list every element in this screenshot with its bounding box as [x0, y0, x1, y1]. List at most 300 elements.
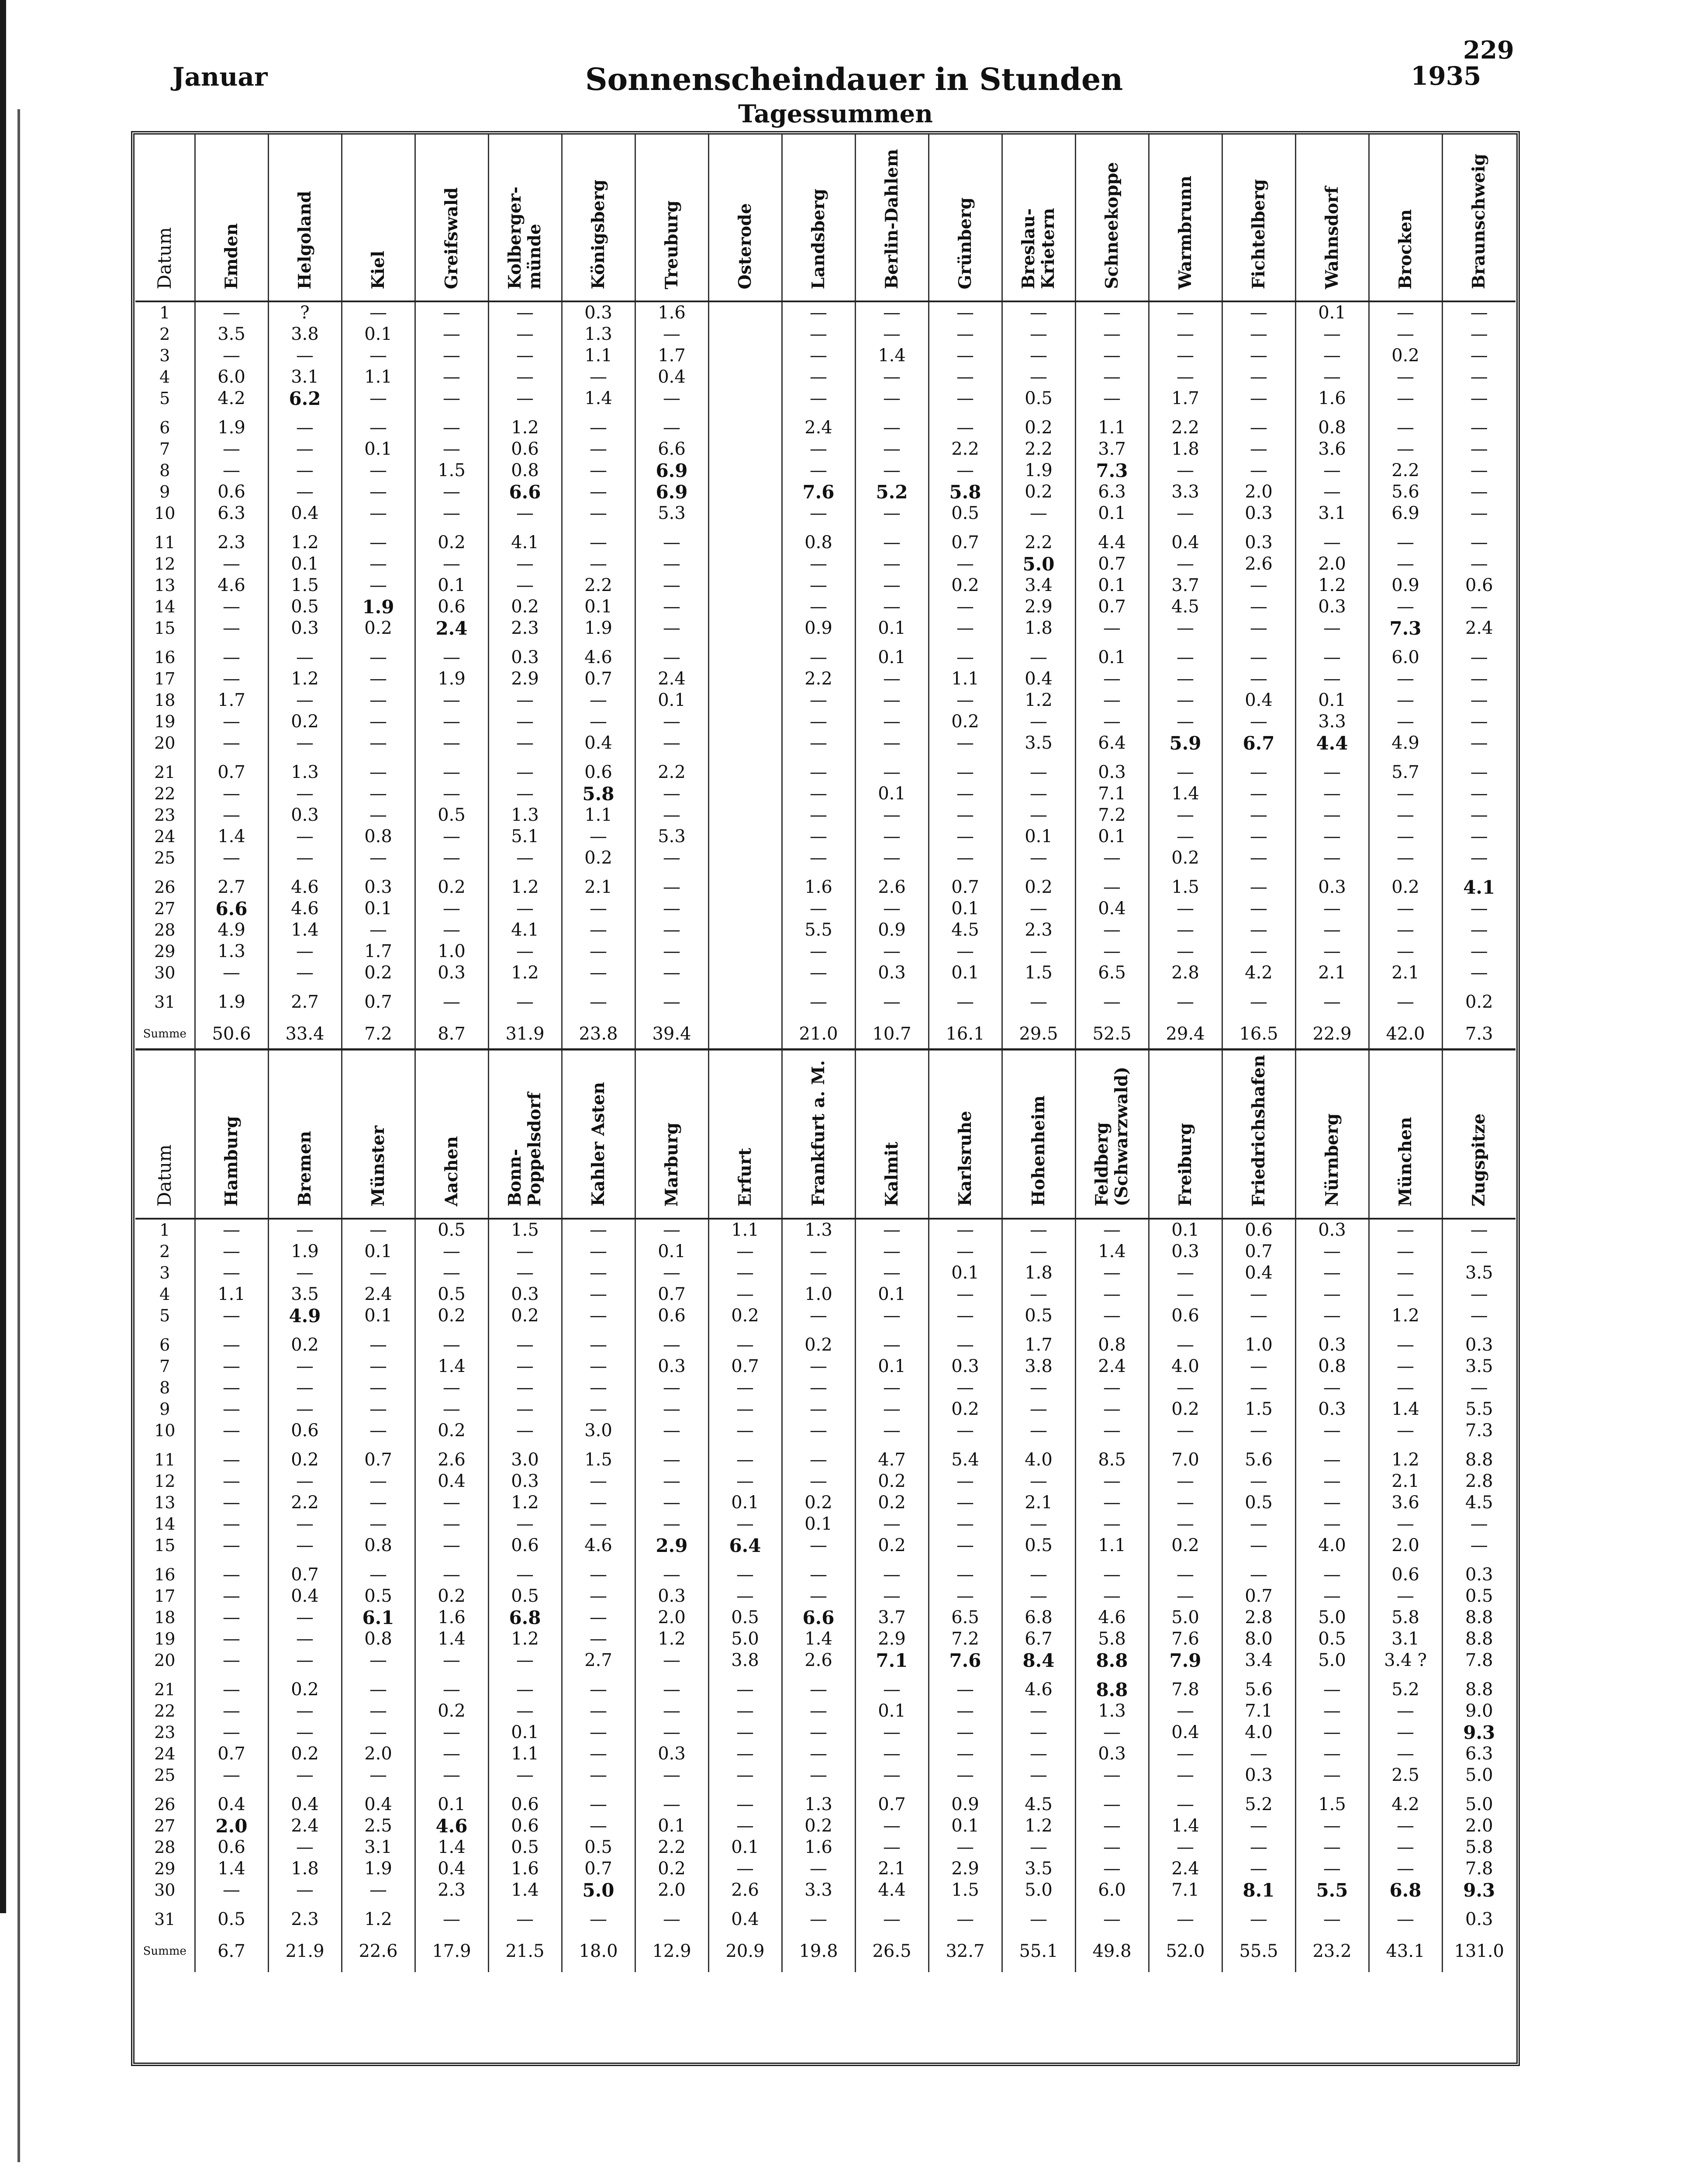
monthly-sum: 21.0	[782, 1013, 855, 1055]
sunshine-value: 0.3	[635, 1743, 708, 1765]
sunshine-value: —	[1470, 597, 1488, 617]
sunshine-value: —	[782, 575, 855, 596]
sunshine-value: 0.1	[1075, 575, 1149, 596]
sunshine-value: —	[782, 1441, 855, 1471]
sunshine-value: —	[1149, 1514, 1222, 1535]
sunshine-value: —	[415, 711, 488, 733]
sunshine-value: 4.9	[1369, 733, 1442, 754]
sunshine-value: —	[1222, 711, 1295, 733]
sunshine-value: —	[1075, 668, 1149, 690]
sunshine-value: —	[929, 1492, 1002, 1514]
sunshine-value: 0.3	[1075, 1743, 1149, 1765]
sunshine-value: 1.5	[488, 1219, 562, 1241]
sunshine-value: 0.7	[855, 1786, 929, 1815]
sunshine-value: —	[1295, 1492, 1369, 1514]
day-number: 11	[135, 1441, 195, 1471]
sunshine-value: —	[1075, 711, 1149, 733]
sunshine-value: —	[929, 1743, 1002, 1765]
sunshine-value: 2.2	[782, 668, 855, 690]
sunshine-value: 1.7	[342, 941, 415, 962]
sunshine-value: 0.1	[855, 639, 929, 668]
table-row	[135, 553, 1515, 575]
sunshine-value: —	[1149, 1556, 1222, 1586]
sunshine-value: 9.3	[1463, 1880, 1495, 1901]
sunshine-value: 0.1	[1295, 690, 1369, 711]
sunshine-value: —	[1369, 1837, 1442, 1858]
station-header	[1002, 135, 1075, 301]
sunshine-value: 0.1	[415, 1786, 488, 1815]
sunshine-value: —	[1075, 301, 1149, 324]
day-number: 25	[135, 847, 195, 869]
sunshine-value: —	[1149, 1901, 1222, 1930]
sunshine-value	[708, 345, 782, 366]
sunshine-value: 0.4	[1222, 1262, 1295, 1284]
monthly-sum: 19.8	[782, 1930, 855, 1972]
sunshine-value: —	[562, 1399, 635, 1420]
sunshine-value: —	[1222, 783, 1295, 805]
sunshine-value: —	[562, 1471, 635, 1492]
sunshine-value: —	[342, 524, 415, 553]
sunshine-value: —	[415, 639, 488, 668]
day-number: 1	[135, 301, 195, 324]
sunshine-value: —	[562, 1722, 635, 1743]
sunshine-value: —	[342, 919, 415, 941]
sunshine-value: —	[1295, 366, 1369, 388]
sunshine-value: 0.3	[855, 962, 929, 984]
sunshine-value: 0.9	[855, 919, 929, 941]
sunshine-value: 1.1	[562, 805, 635, 826]
sunshine-value: —	[1222, 439, 1295, 460]
sunshine-value: 0.5	[562, 1837, 635, 1858]
sunshine-value: —	[1222, 639, 1295, 668]
sunshine-value: —	[1295, 1700, 1369, 1722]
sunshine-value: 0.4	[1002, 668, 1075, 690]
day-number: 31	[135, 984, 195, 1013]
sunshine-value	[708, 575, 782, 596]
sunshine-value: 1.9	[342, 1858, 415, 1880]
day-number: 7	[135, 1356, 195, 1377]
sunshine-value: —	[342, 754, 415, 783]
sunshine-value: 6.9	[1369, 503, 1442, 524]
sunshine-value: —	[1075, 366, 1149, 388]
sunshine-value: 3.6	[1369, 1492, 1442, 1514]
sunshine-value: —	[855, 366, 929, 388]
sunshine-value: 2.4	[635, 668, 708, 690]
sunshine-value: —	[635, 409, 708, 439]
day-number: 11	[135, 524, 195, 553]
day-number: 30	[135, 1880, 195, 1901]
sunshine-value: —	[1149, 301, 1222, 324]
sunshine-value: 2.0	[635, 1607, 708, 1628]
sunshine-value: 2.2	[1149, 409, 1222, 439]
sunshine-value: —	[929, 1556, 1002, 1586]
sunshine-value: 8.8	[1075, 1671, 1149, 1700]
sunshine-value: 4.1	[488, 919, 562, 941]
sunshine-value: —	[415, 1743, 488, 1765]
sunshine-value: 0.2	[635, 1858, 708, 1880]
sunshine-value: —	[635, 1420, 708, 1441]
sunshine-value: —	[1149, 460, 1222, 481]
sunshine-value: —	[562, 1327, 635, 1356]
sunshine-value: —	[562, 1628, 635, 1650]
station-header	[415, 135, 488, 301]
monthly-sum: 29.4	[1149, 1013, 1222, 1055]
sunshine-value: 1.1	[708, 1219, 782, 1241]
sunshine-value: —	[782, 1262, 855, 1284]
station-header	[929, 1052, 1002, 1219]
sunshine-value: —	[1470, 712, 1488, 732]
station-header	[1075, 1052, 1149, 1219]
sunshine-value: —	[1295, 460, 1369, 481]
sunshine-value: —	[195, 1492, 268, 1514]
sunshine-value: —	[929, 847, 1002, 869]
sunshine-value: —	[1075, 324, 1149, 345]
table-row	[135, 1743, 1515, 1765]
sunshine-value: 6.3	[195, 503, 268, 524]
sunshine-value: 0.1	[708, 1492, 782, 1514]
sunshine-value: —	[1470, 669, 1488, 689]
sunshine-value: —	[1295, 1765, 1369, 1786]
sunshine-value: —	[708, 1765, 782, 1786]
station-name: Braunschweig	[1469, 153, 1489, 289]
sunshine-value: 3.6	[1295, 439, 1369, 460]
station-name: Fichtelberg	[1248, 179, 1269, 289]
table-row	[135, 324, 1515, 345]
sunshine-value: 1.7	[1149, 388, 1222, 409]
sunshine-value: —	[195, 668, 268, 690]
sunshine-value: 2.6	[708, 1880, 782, 1901]
sunshine-value: —	[342, 1722, 415, 1743]
sunshine-value: —	[268, 1262, 342, 1284]
monthly-sum: 26.5	[855, 1930, 929, 1972]
sunshine-value: —	[562, 481, 635, 503]
sunshine-value: 4.9	[195, 919, 268, 941]
sunshine-value: —	[415, 847, 488, 869]
sunshine-value: —	[855, 898, 929, 919]
sunshine-value: 2.2	[1002, 524, 1075, 553]
sunshine-value: —	[782, 345, 855, 366]
sunshine-value: —	[268, 481, 342, 503]
table-row	[135, 1535, 1515, 1556]
sunshine-value: 8.1	[1222, 1880, 1295, 1901]
sunshine-value: 6.9	[635, 481, 708, 503]
sunshine-value: —	[195, 1420, 268, 1441]
sunshine-value: 0.2	[1369, 869, 1442, 898]
sunshine-value: 0.1	[929, 898, 1002, 919]
sunshine-value: —	[1369, 1356, 1442, 1377]
sunshine-value: 9.0	[1465, 1701, 1493, 1721]
sunshine-value: 2.4	[268, 1815, 342, 1837]
station-name: Greifswald	[441, 187, 462, 289]
sunshine-value: 2.2	[562, 575, 635, 596]
sunshine-value: —	[268, 847, 342, 869]
sunshine-value: 2.4	[415, 618, 488, 639]
day-number: 19	[135, 711, 195, 733]
sunshine-value: 8.8	[1075, 1650, 1149, 1671]
sunshine-value: —	[1295, 1743, 1369, 1765]
table-row	[135, 1471, 1515, 1492]
monthly-sum: 43.1	[1369, 1930, 1442, 1972]
sunshine-value: 6.0	[1369, 639, 1442, 668]
sunshine-value: —	[342, 460, 415, 481]
sunshine-value	[708, 898, 782, 919]
sunshine-value: 3.8	[1002, 1356, 1075, 1377]
sunshine-value: —	[195, 1305, 268, 1327]
sunshine-value: 5.0	[1149, 1607, 1222, 1628]
sunshine-value: —	[782, 805, 855, 826]
sunshine-value: —	[929, 805, 1002, 826]
station-header	[635, 135, 708, 301]
sunshine-value: —	[488, 1262, 562, 1284]
sunshine-value: —	[855, 1377, 929, 1399]
sunshine-value: 7.1	[1149, 1880, 1222, 1901]
sunshine-value: 0.4	[1075, 898, 1149, 919]
station-name: Karlsruhe	[955, 1111, 975, 1206]
sunshine-value: —	[855, 754, 929, 783]
sunshine-value: —	[562, 439, 635, 460]
sunshine-value	[708, 460, 782, 481]
sunshine-value: —	[1369, 301, 1442, 324]
sunshine-value: 0.5	[195, 1901, 268, 1930]
sunshine-value: 2.7	[562, 1650, 635, 1671]
sunshine-value: 0.1	[342, 898, 415, 919]
sunshine-value: 6.8	[488, 1607, 562, 1628]
day-number: 1	[135, 1219, 195, 1241]
sunshine-value: —	[415, 1399, 488, 1420]
sunshine-value: —	[342, 1700, 415, 1722]
station-name: Landsberg	[808, 188, 829, 289]
sunshine-value: 2.0	[635, 1880, 708, 1901]
sunshine-value: —	[488, 301, 562, 324]
sunshine-value: —	[195, 1327, 268, 1356]
station-name: Münster	[368, 1125, 388, 1206]
sunshine-value	[708, 941, 782, 962]
day-number: 6	[135, 1327, 195, 1356]
sunshine-value: 0.3	[1075, 754, 1149, 783]
sunshine-value: —	[488, 1514, 562, 1535]
sunshine-value: 0.1	[855, 1700, 929, 1722]
sunshine-value: 5.0	[1465, 1794, 1493, 1814]
day-number: 27	[135, 1815, 195, 1837]
sunshine-value: —	[929, 754, 1002, 783]
sunshine-value: —	[1295, 941, 1369, 962]
table-row	[135, 1556, 1515, 1586]
monthly-sum: 23.2	[1295, 1930, 1369, 1972]
sunshine-value: 1.4	[562, 388, 635, 409]
sunshine-value: 4.2	[1369, 1786, 1442, 1815]
table-row	[135, 481, 1515, 503]
sunshine-value: 0.2	[415, 524, 488, 553]
sunshine-value: —	[415, 324, 488, 345]
sunshine-value: 3.7	[1149, 575, 1222, 596]
sunshine-value: 1.9	[195, 409, 268, 439]
sunshine-value: —	[1470, 367, 1488, 387]
station-header	[1222, 1052, 1295, 1219]
sunshine-value: —	[708, 1327, 782, 1356]
sunshine-value: —	[415, 409, 488, 439]
sunshine-value: 0.1	[635, 690, 708, 711]
sunshine-value: —	[1002, 1241, 1075, 1262]
sunshine-value: —	[195, 733, 268, 754]
sunshine-value: 0.6	[488, 1535, 562, 1556]
sunshine-value: —	[1470, 460, 1488, 480]
sunshine-value: —	[1369, 1858, 1442, 1880]
sunshine-value: —	[268, 1765, 342, 1786]
sunshine-value: —	[415, 733, 488, 754]
sunshine-value: 9.3	[1463, 1722, 1495, 1743]
sunshine-value: 0.5	[1465, 1586, 1493, 1606]
sunshine-value: 0.6	[195, 1837, 268, 1858]
sunshine-value: —	[562, 1671, 635, 1700]
sunshine-value: —	[855, 460, 929, 481]
sunshine-value: —	[1075, 984, 1149, 1013]
sunshine-value: —	[635, 1700, 708, 1722]
sunshine-value: —	[1222, 1556, 1295, 1586]
sunshine-value: —	[1002, 1901, 1075, 1930]
sunshine-value: 2.9	[488, 668, 562, 690]
sunshine-value: 2.3	[195, 524, 268, 553]
sunshine-value: —	[195, 460, 268, 481]
table-row	[135, 1628, 1515, 1650]
day-number: 12	[135, 1471, 195, 1492]
sunshine-value: —	[415, 366, 488, 388]
sunshine-value: 0.1	[855, 618, 929, 639]
sunshine-value: —	[1470, 898, 1488, 919]
station-name: Friedrichshafen	[1248, 1054, 1269, 1206]
day-number: 8	[135, 1377, 195, 1399]
table-row	[135, 1586, 1515, 1607]
sunshine-value: —	[342, 1219, 415, 1241]
monthly-sum: 12.9	[635, 1930, 708, 1972]
sunshine-value: 1.6	[1295, 388, 1369, 409]
station-header	[1075, 135, 1149, 301]
sunshine-value: —	[929, 366, 1002, 388]
sunshine-value: —	[782, 1535, 855, 1556]
sunshine-value: —	[855, 1305, 929, 1327]
sunshine-value: 6.0	[1075, 1880, 1149, 1901]
sunshine-value: —	[488, 754, 562, 783]
sunshine-value: —	[1369, 826, 1442, 847]
sunshine-value: —	[929, 1535, 1002, 1556]
table-row	[135, 826, 1515, 847]
sunshine-value: 0.2	[929, 711, 1002, 733]
sunshine-value: 6.6	[195, 898, 268, 919]
sunshine-value: —	[782, 941, 855, 962]
sunshine-value: —	[782, 690, 855, 711]
sunshine-value: —	[488, 324, 562, 345]
sunshine-value: —	[1222, 1858, 1295, 1880]
sunshine-value: —	[268, 941, 342, 962]
sunshine-value: —	[1222, 1901, 1295, 1930]
sunshine-value: —	[929, 1284, 1002, 1305]
sunshine-value: —	[1470, 439, 1488, 459]
sunshine-value: 0.6	[1222, 1219, 1295, 1241]
sunshine-value: 4.5	[1149, 596, 1222, 618]
sunshine-value: 3.5	[1002, 733, 1075, 754]
sunshine-value: 3.1	[1295, 503, 1369, 524]
sunshine-value: —	[1369, 596, 1442, 618]
sunshine-value: 1.3	[268, 754, 342, 783]
sunshine-value: —	[268, 1356, 342, 1377]
sunshine-value: 4.0	[1222, 1722, 1295, 1743]
sunshine-value	[708, 711, 782, 733]
station-name: München	[1395, 1116, 1415, 1206]
sunshine-value: 7.3	[1369, 618, 1442, 639]
day-number: 27	[135, 898, 195, 919]
sunshine-value: 3.4	[1002, 575, 1075, 596]
sunshine-value: 2.2	[1002, 439, 1075, 460]
sunshine-value: —	[1295, 826, 1369, 847]
station-header	[782, 1052, 855, 1219]
sunshine-value: 0.9	[1369, 575, 1442, 596]
sunshine-value: —	[855, 711, 929, 733]
sunshine-value	[708, 439, 782, 460]
sunshine-value: —	[635, 1441, 708, 1471]
sunshine-value: 4.6	[415, 1815, 488, 1837]
sunshine-value: 4.4	[855, 1880, 929, 1901]
station-name: Kiel	[368, 250, 388, 289]
sunshine-value: 0.4	[342, 1786, 415, 1815]
sunshine-value: 2.9	[1002, 596, 1075, 618]
sunshine-value: —	[1002, 1556, 1075, 1586]
sunshine-value: —	[562, 919, 635, 941]
sunshine-value: —	[1295, 668, 1369, 690]
sunshine-value: —	[929, 1671, 1002, 1700]
sunshine-value: —	[929, 639, 1002, 668]
sunshine-value: 2.1	[1295, 962, 1369, 984]
sunshine-value: 0.2	[415, 1420, 488, 1441]
sunshine-value: —	[195, 1607, 268, 1628]
sunshine-value: 1.2	[1002, 1815, 1075, 1837]
sunshine-value: —	[562, 503, 635, 524]
sunshine-value: —	[1149, 1492, 1222, 1514]
sunshine-value: —	[415, 481, 488, 503]
sunshine-value: —	[1149, 711, 1222, 733]
sunshine-value: —	[855, 1514, 929, 1535]
station-header	[1442, 135, 1515, 301]
sunshine-value: —	[415, 984, 488, 1013]
sunshine-value: —	[268, 1628, 342, 1650]
sunshine-value: 3.1	[268, 366, 342, 388]
sunshine-value: 0.3	[1465, 1909, 1493, 1929]
sunshine-value: —	[1470, 532, 1488, 553]
sunshine-value: —	[488, 1901, 562, 1930]
sunshine-value: —	[342, 1471, 415, 1492]
sunshine-value: —	[1295, 783, 1369, 805]
sunshine-value: —	[855, 1219, 929, 1241]
sunshine-value: 0.3	[268, 618, 342, 639]
sunshine-value: —	[782, 1765, 855, 1786]
sunshine-value: 0.2	[415, 1305, 488, 1327]
sunshine-value: 0.5	[1002, 1535, 1075, 1556]
sunshine-value: —	[195, 962, 268, 984]
sunshine-value: —	[635, 1492, 708, 1514]
sunshine-value: —	[855, 1556, 929, 1586]
sunshine-value: —	[415, 826, 488, 847]
sunshine-value: —	[708, 1743, 782, 1765]
sunshine-value: 0.2	[929, 1399, 1002, 1420]
sunshine-value: 0.6	[635, 1305, 708, 1327]
sunshine-value: —	[635, 1377, 708, 1399]
sunshine-value: —	[562, 1901, 635, 1930]
sunshine-value: 1.8	[1149, 439, 1222, 460]
day-number: 21	[135, 1671, 195, 1700]
sunshine-value	[708, 553, 782, 575]
sunshine-value: 5.6	[1222, 1671, 1295, 1700]
station-header	[635, 1052, 708, 1219]
sunshine-value: 1.5	[929, 1880, 1002, 1901]
sunshine-value: 1.2	[1369, 1441, 1442, 1471]
